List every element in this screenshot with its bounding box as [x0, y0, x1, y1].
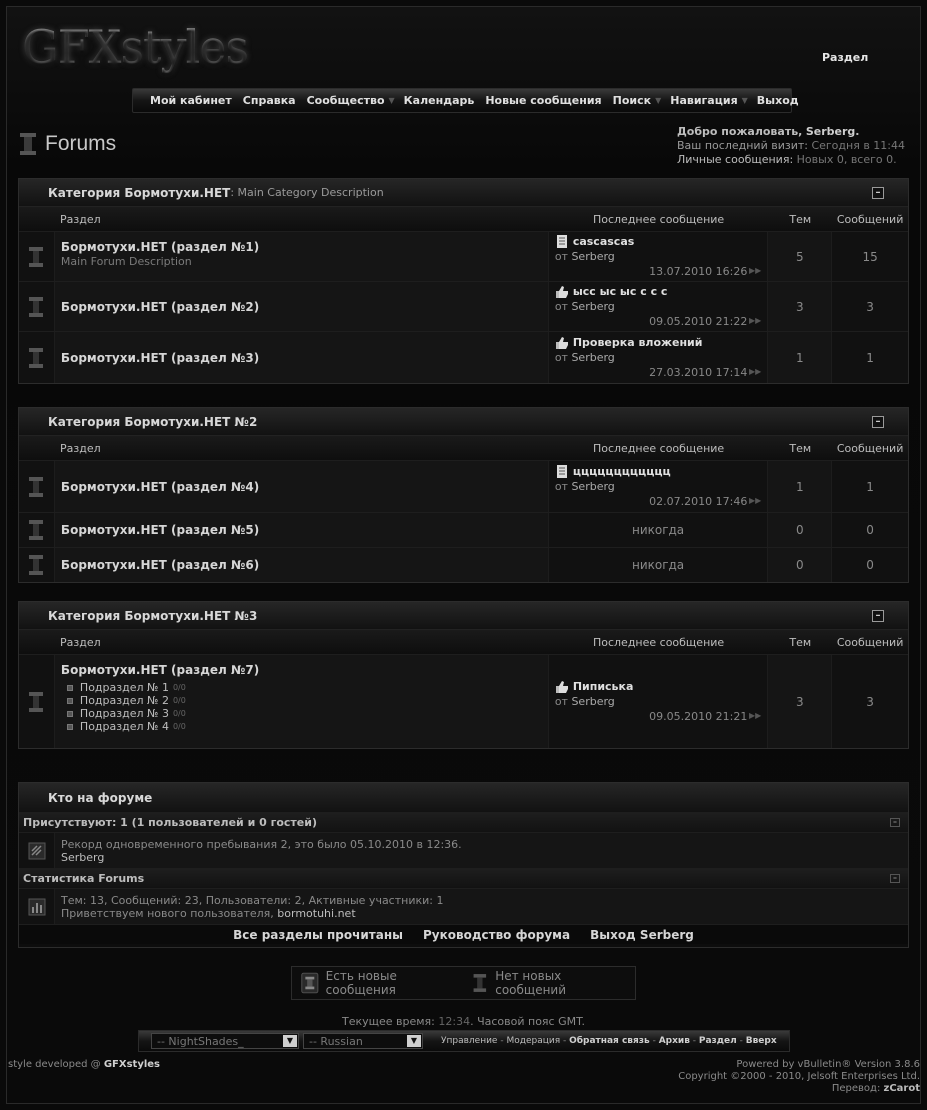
- forum-status-icon: [27, 476, 45, 498]
- forum-status-icon: [27, 246, 45, 268]
- category-header: [19, 602, 908, 630]
- new-user-link[interactable]: bormotuhi.net: [277, 907, 356, 920]
- table-header: Раздел Последнее сообщение Тем Сообщений: [19, 207, 908, 231]
- new-posts-icon: [300, 971, 320, 995]
- subforum-bullet-icon: [67, 685, 73, 691]
- subforum-item[interactable]: Подраздел № 4 0/0: [61, 720, 542, 733]
- stats-label[interactable]: Статистика Forums: [23, 872, 145, 885]
- chevron-down-icon[interactable]: ▼: [283, 1035, 297, 1047]
- table-header: Раздел Последнее сообщение Тем Сообщений: [19, 436, 908, 460]
- post-count: 0: [832, 513, 908, 547]
- post-count: 1: [832, 461, 908, 512]
- forum-title-link[interactable]: Бормотухи.НЕТ (раздел №3): [60, 350, 260, 365]
- nav-item-2[interactable]: Сообщество: [306, 94, 385, 107]
- last-post-date: 27.03.2010 17:14 ▶▶: [649, 366, 762, 379]
- category-table: [18, 407, 909, 583]
- nav-item-7[interactable]: Выход: [756, 94, 799, 107]
- forum-title-link[interactable]: Бормотухи.НЕТ (раздел №4): [60, 479, 260, 494]
- forum-row: [19, 281, 908, 331]
- last-post-author-link[interactable]: Serberg: [571, 480, 615, 493]
- footer-link-1[interactable]: Модерация: [506, 1036, 561, 1046]
- category-title[interactable]: Категория Бормотухи.НЕТ №3: [48, 608, 258, 623]
- forum-title-link[interactable]: Бормотухи.НЕТ (раздел №7): [60, 663, 260, 677]
- last-post-date: 13.07.2010 16:26 ▶▶: [649, 265, 762, 278]
- nav-item-4[interactable]: Новые сообщения: [485, 94, 602, 107]
- last-post-cell: [549, 232, 769, 281]
- last-post-cell: [549, 513, 769, 547]
- style-select[interactable]: -- NightShades_ ▼: [151, 1033, 299, 1049]
- forum-row: [19, 460, 908, 512]
- welcome-username[interactable]: Serberg: [805, 125, 856, 138]
- forum-row: [19, 654, 908, 748]
- online-user-link[interactable]: Serberg: [61, 851, 105, 864]
- chevron-down-icon[interactable]: ▼: [741, 96, 748, 105]
- nav-item-1[interactable]: Справка: [242, 94, 296, 107]
- subforum-bullet-icon: [67, 698, 73, 704]
- post-count: 3: [832, 655, 908, 748]
- nav-item-0[interactable]: Мой кабинет: [150, 94, 232, 107]
- style-credit-link[interactable]: GFXstyles: [103, 1059, 161, 1070]
- forum-title-link[interactable]: Бормотухи.НЕТ (раздел №2): [60, 299, 260, 314]
- copyright-text: Copyright ©2000 - 2010, Jelsoft Enterprises Ltd.: [678, 1071, 920, 1082]
- stats-icon: [28, 898, 46, 916]
- site-logo[interactable]: GFXstyles: [22, 20, 249, 74]
- nav-item-3[interactable]: Календарь: [403, 94, 475, 107]
- online-present-bar[interactable]: [19, 812, 908, 832]
- forum-status-icon: [27, 554, 45, 576]
- stats-text: Тем: 13, Сообщений: 23, Пользователи: 2, Активные участники: 1: [61, 894, 444, 907]
- subforum-item[interactable]: Подраздел № 3 0/0: [61, 707, 542, 720]
- last-post-date: 09.05.2010 21:21 ▶▶: [649, 710, 762, 723]
- thumbs-up-icon: [555, 336, 569, 349]
- subforum-item[interactable]: Подраздел № 2 0/0: [61, 694, 542, 707]
- thread-count: 0: [768, 513, 832, 547]
- forum-description: Main Forum Description: [60, 255, 192, 268]
- subforum-bullet-icon: [67, 724, 73, 730]
- last-post-author: от Serberg: [554, 480, 615, 493]
- forum-status-icon: [27, 519, 45, 541]
- collapse-icon[interactable]: –: [872, 610, 884, 622]
- whos-online-panel: [18, 782, 909, 948]
- forum-status-icon: [27, 691, 45, 713]
- legend-no-new: Нет новых сообщений: [470, 969, 621, 997]
- header-section-link[interactable]: Раздел: [822, 51, 869, 64]
- thumbs-up-icon: [555, 285, 569, 298]
- thread-count: 3: [768, 282, 832, 331]
- collapse-icon[interactable]: –: [890, 818, 900, 827]
- post-count: 15: [832, 232, 908, 281]
- last-post-date: 09.05.2010 21:22 ▶▶: [649, 315, 762, 328]
- online-present-label[interactable]: Присутствуют: 1 (1 пользователей и 0 гостей): [23, 816, 317, 829]
- last-post-cell: [549, 548, 769, 582]
- forum-home-icon: [18, 132, 38, 156]
- online-users-icon: [28, 842, 46, 860]
- last-post-author-link[interactable]: Serberg: [571, 250, 615, 263]
- whos-online-title: Кто на форуме: [19, 783, 908, 812]
- category-header: [19, 408, 908, 436]
- translator-link[interactable]: zCarot: [883, 1083, 920, 1094]
- last-post-cell: [549, 461, 769, 512]
- online-row: [19, 832, 908, 868]
- forum-title-link[interactable]: Бормотухи.НЕТ (раздел №6): [60, 558, 260, 572]
- last-post-author: от Serberg: [554, 695, 615, 708]
- category-description: : Main Category Description: [230, 186, 384, 199]
- online-record-text: Рекорд одновременного пребывания 2, это было 05.10.2010 в 12:36.: [61, 838, 462, 851]
- new-user-welcome: Приветствуем нового пользователя,: [61, 907, 274, 920]
- last-post-cell: [549, 655, 769, 748]
- last-post-title[interactable]: cascascas: [555, 235, 762, 248]
- go-to-last-post-icon[interactable]: ▶▶: [749, 266, 762, 275]
- last-post-author: от Serberg: [554, 250, 615, 263]
- forum-action-link-1[interactable]: Руководство форума: [422, 927, 571, 942]
- footer-link-5[interactable]: Вверх: [745, 1036, 777, 1046]
- category-title[interactable]: Категория Бормотухи.НЕТ №2: [48, 414, 258, 429]
- last-post-title[interactable]: Проверка вложений: [555, 336, 762, 349]
- nav-item-5[interactable]: Поиск: [612, 94, 652, 107]
- footer-link-0[interactable]: Управление: [441, 1036, 498, 1046]
- last-visit-label: Ваш последний визит:: [677, 139, 808, 152]
- page-title: Forums: [45, 132, 117, 155]
- post-count: 0: [832, 548, 908, 582]
- go-to-last-post-icon[interactable]: ▶▶: [749, 367, 762, 376]
- last-post-cell: [549, 282, 769, 331]
- last-post-never: никогда: [631, 558, 685, 572]
- welcome-greeting: Добро пожаловать,: [677, 125, 803, 138]
- last-post-cell: [549, 332, 769, 383]
- footer-links: Управление - Модерация - Обратная связь - Архив - Раздел - Вверх: [441, 1036, 777, 1046]
- footer-link-3[interactable]: Архив: [658, 1036, 690, 1046]
- welcome-block: Добро пожаловать, Serberg. Ваш последний визит: Сегодня в 11:44 Личные сообщения: Новых 0, всего 0.: [677, 125, 906, 166]
- forum-action-link-2[interactable]: Выход Serberg: [590, 927, 694, 942]
- thumbs-up-icon: [555, 680, 569, 693]
- thread-count: 3: [768, 655, 832, 748]
- last-post-date: 02.07.2010 17:46 ▶▶: [649, 495, 762, 508]
- last-post-author-link[interactable]: Serberg: [571, 300, 615, 313]
- go-to-last-post-icon[interactable]: ▶▶: [749, 711, 762, 720]
- go-to-last-post-icon[interactable]: ▶▶: [749, 316, 762, 325]
- forum-title-link[interactable]: Бормотухи.НЕТ (раздел №1): [60, 240, 260, 254]
- forum-row: [19, 547, 908, 582]
- forum-status-icon: [27, 296, 45, 318]
- chevron-down-icon[interactable]: ▼: [388, 96, 395, 105]
- thread-count: 1: [768, 461, 832, 512]
- pm-value: Новых 0, всего 0.: [796, 153, 897, 166]
- post-count: 3: [832, 282, 908, 331]
- thread-count: 1: [768, 332, 832, 383]
- last-post-title[interactable]: ысс ыс ыс с с с: [555, 285, 762, 298]
- footer-link-4[interactable]: Раздел: [698, 1036, 737, 1046]
- subforum-list: [61, 681, 542, 733]
- last-post-title[interactable]: цццццццццццц: [555, 465, 762, 478]
- last-visit-value: Сегодня в 11:44: [811, 139, 906, 152]
- last-post-author-link[interactable]: Serberg: [571, 695, 615, 708]
- chevron-down-icon[interactable]: ▼: [655, 96, 662, 105]
- collapse-icon[interactable]: –: [872, 187, 884, 199]
- document-icon: [555, 465, 569, 478]
- document-icon: [555, 235, 569, 248]
- powered-text: Powered by vBulletin® Version 3.8.6: [736, 1059, 920, 1070]
- table-header: Раздел Последнее сообщение Тем Сообщений: [19, 630, 908, 654]
- category-table: [18, 178, 909, 384]
- footer-link-2[interactable]: Обратная связь: [569, 1036, 650, 1046]
- forum-row: [19, 231, 908, 281]
- no-new-posts-icon: [470, 971, 490, 995]
- category-title[interactable]: Категория Бормотухи.НЕТ: [48, 185, 231, 200]
- category-header: [19, 179, 908, 207]
- footer-bar: [138, 1030, 790, 1052]
- forum-row: [19, 512, 908, 547]
- language-select[interactable]: -- Russian ▼: [303, 1033, 423, 1049]
- stats-bar[interactable]: [19, 868, 908, 888]
- post-count: 1: [832, 332, 908, 383]
- powered-by: Powered by vBulletin® Version 3.8.6 Copyright ©2000 - 2010, Jelsoft Enterprises Ltd. Перевод: zCarot: [678, 1059, 920, 1094]
- go-to-last-post-icon[interactable]: ▶▶: [749, 496, 762, 505]
- forum-title-link[interactable]: Бормотухи.НЕТ (раздел №5): [60, 523, 260, 537]
- forum-status-icon: [27, 347, 45, 369]
- forum-actions: [19, 924, 908, 944]
- category-table: [18, 601, 909, 749]
- current-time: Текущее время: 12:34. Часовой пояс GMT.: [341, 1015, 586, 1028]
- last-post-author: от Serberg: [554, 351, 615, 364]
- style-credit: style developed @ GFXstyles: [8, 1059, 161, 1070]
- icon-legend: [291, 966, 636, 1000]
- subforum-item[interactable]: Подраздел № 1 0/0: [61, 681, 542, 694]
- collapse-icon[interactable]: –: [890, 874, 900, 883]
- chevron-down-icon[interactable]: ▼: [407, 1035, 421, 1047]
- nav-item-6[interactable]: Навигация: [670, 94, 738, 107]
- last-post-never: никогда: [631, 523, 685, 537]
- stats-row: [19, 888, 908, 924]
- collapse-icon[interactable]: –: [872, 416, 884, 428]
- legend-new: Есть новые сообщения: [300, 969, 456, 997]
- last-post-author: от Serberg: [554, 300, 615, 313]
- main-navbar: [132, 88, 799, 113]
- pm-label[interactable]: Личные сообщения:: [677, 153, 794, 166]
- subforum-bullet-icon: [67, 711, 73, 717]
- last-post-title[interactable]: Пиписька: [555, 680, 762, 693]
- thread-count: 5: [768, 232, 832, 281]
- last-post-author-link[interactable]: Serberg: [571, 351, 615, 364]
- forum-row: [19, 331, 908, 383]
- thread-count: 0: [768, 548, 832, 582]
- forum-action-link-0[interactable]: Все разделы прочитаны: [233, 927, 403, 942]
